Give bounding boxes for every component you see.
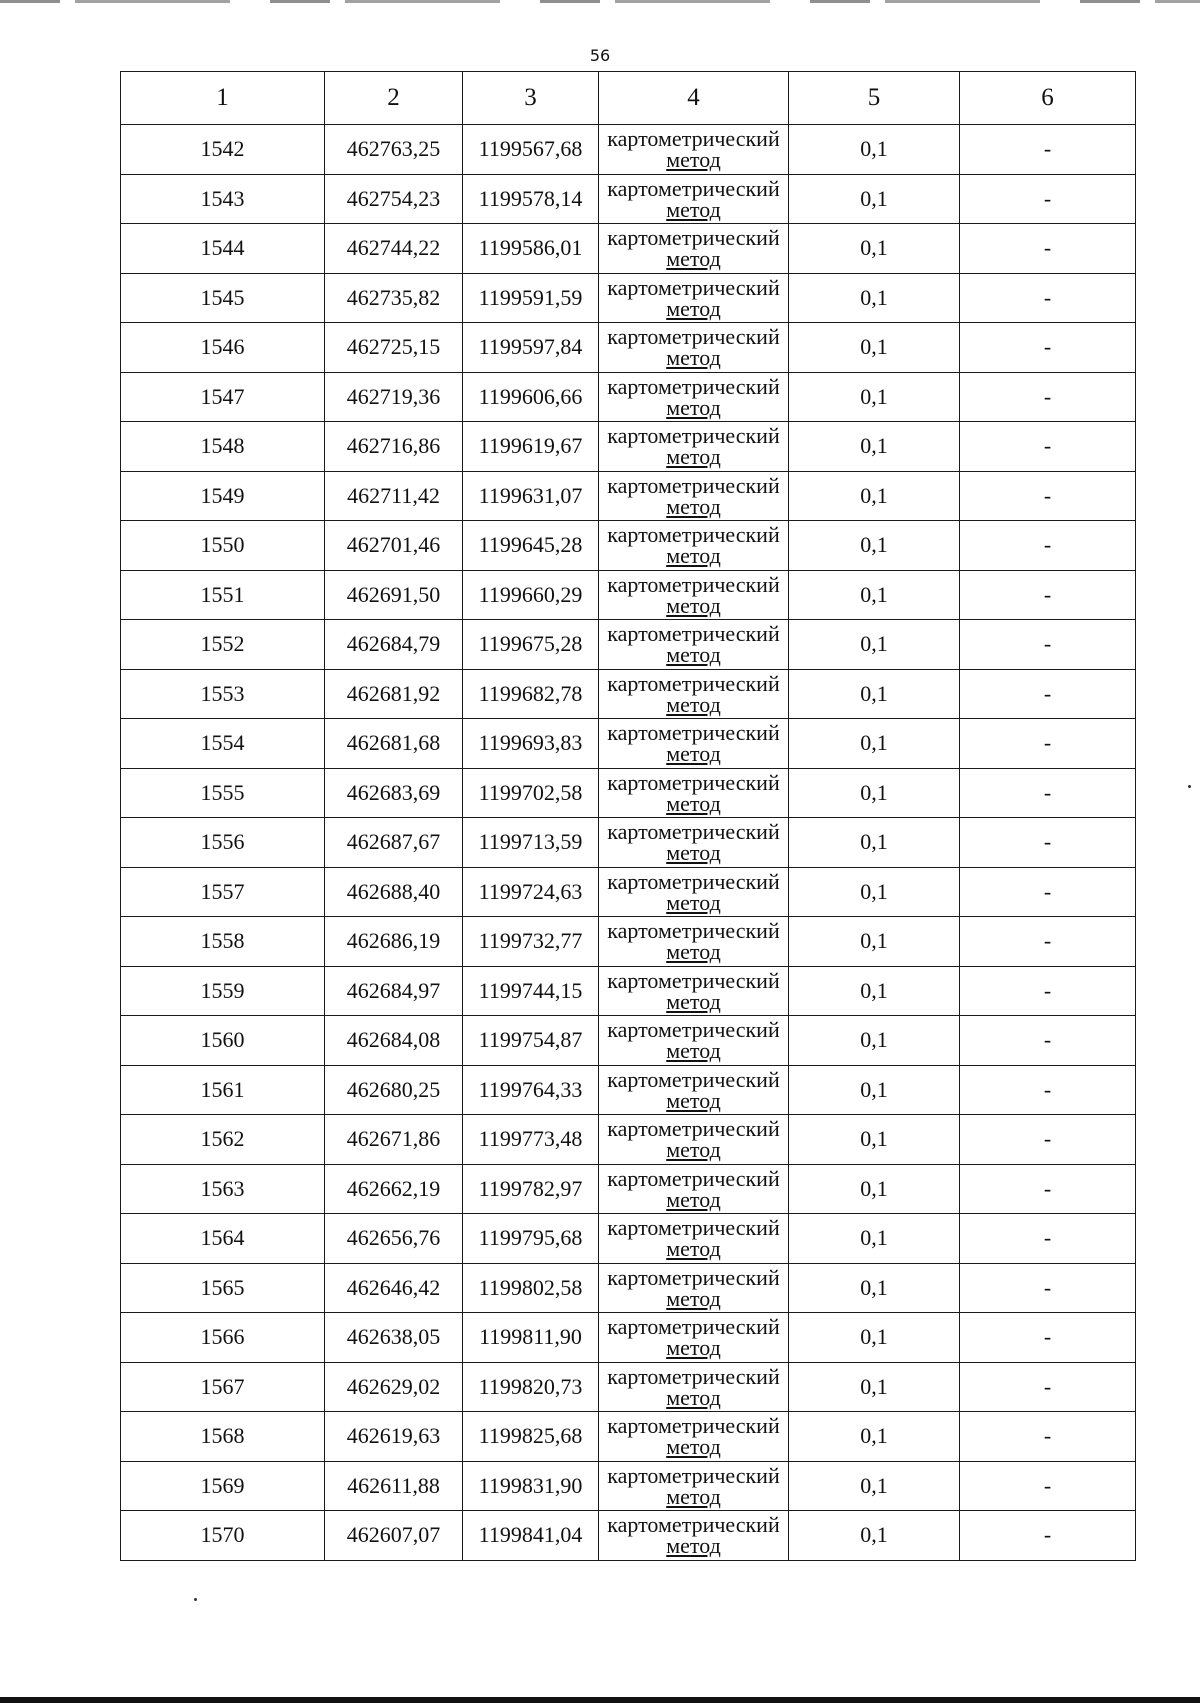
cell-accuracy: 0,1: [789, 1362, 960, 1412]
cell-note: -: [960, 1412, 1136, 1462]
cell-coordinate-x: 462744,22: [325, 224, 463, 274]
cell-method: [599, 917, 789, 967]
method-line-2: метод: [666, 889, 721, 915]
cell-point-number: 1547: [121, 372, 325, 422]
cell-coordinate-x: 462719,36: [325, 372, 463, 422]
cell-method: [599, 1214, 789, 1264]
cell-coordinate-x: 462681,68: [325, 719, 463, 769]
cell-coordinate-x: 462680,25: [325, 1065, 463, 1115]
cell-accuracy: 0,1: [789, 471, 960, 521]
method-line-1: картометрический: [607, 1462, 780, 1488]
table-row: [121, 1115, 1136, 1165]
table-row: [121, 1214, 1136, 1264]
cell-accuracy: 0,1: [789, 1115, 960, 1165]
cell-note: -: [960, 1263, 1136, 1313]
cell-coordinate-y: 1199591,59: [463, 273, 599, 323]
cell-point-number: 1565: [121, 1263, 325, 1313]
cell-coordinate-y: 1199744,15: [463, 966, 599, 1016]
method-line-2: метод: [666, 741, 721, 767]
cell-coordinate-y: 1199567,68: [463, 125, 599, 175]
cell-point-number: 1560: [121, 1016, 325, 1066]
cell-accuracy: 0,1: [789, 521, 960, 571]
cell-coordinate-y: 1199802,58: [463, 1263, 599, 1313]
cell-method: [599, 1164, 789, 1214]
method-line-2: метод: [666, 444, 721, 470]
cell-note: -: [960, 422, 1136, 472]
cell-coordinate-y: 1199754,87: [463, 1016, 599, 1066]
method-line-2: метод: [666, 691, 721, 717]
header-col-1: 1: [121, 72, 325, 125]
cell-coordinate-x: 462683,69: [325, 768, 463, 818]
table-row: [121, 422, 1136, 472]
cell-note: -: [960, 818, 1136, 868]
cell-note: -: [960, 570, 1136, 620]
cell-note: -: [960, 669, 1136, 719]
cell-note: -: [960, 1115, 1136, 1165]
cell-accuracy: 0,1: [789, 125, 960, 175]
header-col-6: 6: [960, 72, 1136, 125]
method-line-2: метод: [666, 1038, 721, 1064]
method-line-2: метод: [666, 1335, 721, 1361]
cell-accuracy: 0,1: [789, 1214, 960, 1264]
cell-coordinate-y: 1199631,07: [463, 471, 599, 521]
cell-accuracy: 0,1: [789, 1263, 960, 1313]
cell-coordinate-x: 462687,67: [325, 818, 463, 868]
cell-coordinate-y: 1199645,28: [463, 521, 599, 571]
cell-accuracy: 0,1: [789, 1461, 960, 1511]
cell-method: [599, 174, 789, 224]
method-line-2: метод: [666, 939, 721, 965]
method-line-2: метод: [666, 1384, 721, 1410]
method-line-1: картометрический: [607, 1017, 780, 1043]
table-row: [121, 174, 1136, 224]
cell-coordinate-y: 1199578,14: [463, 174, 599, 224]
header-col-4: 4: [599, 72, 789, 125]
cell-coordinate-y: 1199693,83: [463, 719, 599, 769]
method-line-1: картометрический: [607, 1363, 780, 1389]
method-line-1: картометрический: [607, 670, 780, 696]
cell-accuracy: 0,1: [789, 669, 960, 719]
cell-method: [599, 570, 789, 620]
cell-coordinate-y: 1199619,67: [463, 422, 599, 472]
cell-note: -: [960, 125, 1136, 175]
cell-coordinate-x: 462725,15: [325, 323, 463, 373]
cell-note: -: [960, 471, 1136, 521]
method-line-2: метод: [666, 196, 721, 222]
cell-accuracy: 0,1: [789, 966, 960, 1016]
cell-note: -: [960, 174, 1136, 224]
method-line-2: метод: [666, 1186, 721, 1212]
method-line-1: картометрический: [607, 472, 780, 498]
cell-accuracy: 0,1: [789, 1016, 960, 1066]
table-row: [121, 1065, 1136, 1115]
table-row: [121, 1164, 1136, 1214]
scan-speck: [1188, 785, 1191, 788]
scan-edge-bottom: [0, 1697, 1200, 1703]
cell-method: [599, 1065, 789, 1115]
method-line-2: метод: [666, 642, 721, 668]
method-line-1: картометрический: [607, 967, 780, 993]
cell-note: -: [960, 867, 1136, 917]
cell-accuracy: 0,1: [789, 422, 960, 472]
cell-coordinate-y: 1199586,01: [463, 224, 599, 274]
cell-method: [599, 125, 789, 175]
cell-note: -: [960, 1016, 1136, 1066]
coordinates-table: [120, 71, 1136, 1561]
table-row: [121, 125, 1136, 175]
cell-coordinate-y: 1199831,90: [463, 1461, 599, 1511]
method-line-2: метод: [666, 295, 721, 321]
table-row: [121, 1263, 1136, 1313]
cell-point-number: 1552: [121, 620, 325, 670]
table-row: [121, 669, 1136, 719]
header-row: [121, 72, 1136, 125]
method-line-1: картометрический: [607, 1066, 780, 1092]
method-line-2: метод: [666, 543, 721, 569]
cell-point-number: 1555: [121, 768, 325, 818]
method-line-2: метод: [666, 147, 721, 173]
cell-coordinate-y: 1199675,28: [463, 620, 599, 670]
table-row: [121, 1511, 1136, 1561]
cell-method: [599, 1461, 789, 1511]
cell-accuracy: 0,1: [789, 719, 960, 769]
cell-accuracy: 0,1: [789, 323, 960, 373]
cell-accuracy: 0,1: [789, 1412, 960, 1462]
method-line-1: картометрический: [607, 868, 780, 894]
method-line-1: картометрический: [607, 225, 780, 251]
method-line-1: картометрический: [607, 1512, 780, 1538]
cell-point-number: 1559: [121, 966, 325, 1016]
cell-coordinate-y: 1199841,04: [463, 1511, 599, 1561]
cell-coordinate-y: 1199597,84: [463, 323, 599, 373]
cell-method: [599, 1511, 789, 1561]
cell-coordinate-y: 1199773,48: [463, 1115, 599, 1165]
cell-point-number: 1562: [121, 1115, 325, 1165]
table-row: [121, 224, 1136, 274]
cell-point-number: 1558: [121, 917, 325, 967]
cell-coordinate-x: 462662,19: [325, 1164, 463, 1214]
cell-method: [599, 422, 789, 472]
cell-method: [599, 1412, 789, 1462]
cell-coordinate-y: 1199795,68: [463, 1214, 599, 1264]
cell-accuracy: 0,1: [789, 372, 960, 422]
cell-point-number: 1570: [121, 1511, 325, 1561]
header-col-5: 5: [789, 72, 960, 125]
method-line-1: картометрический: [607, 373, 780, 399]
method-line-1: картометрический: [607, 522, 780, 548]
method-line-2: метод: [666, 1434, 721, 1460]
method-line-2: метод: [666, 493, 721, 519]
table-row: [121, 1016, 1136, 1066]
cell-coordinate-x: 462656,76: [325, 1214, 463, 1264]
cell-coordinate-y: 1199713,59: [463, 818, 599, 868]
method-line-2: метод: [666, 246, 721, 272]
scan-speck: [194, 1598, 197, 1601]
cell-accuracy: 0,1: [789, 224, 960, 274]
cell-coordinate-x: 462701,46: [325, 521, 463, 571]
method-line-1: картометрический: [607, 621, 780, 647]
table-row: [121, 372, 1136, 422]
method-line-1: картометрический: [607, 1314, 780, 1340]
cell-coordinate-x: 462688,40: [325, 867, 463, 917]
cell-point-number: 1546: [121, 323, 325, 373]
method-line-2: метод: [666, 840, 721, 866]
method-line-2: метод: [666, 592, 721, 618]
cell-note: -: [960, 273, 1136, 323]
page-number: 56: [589, 46, 611, 65]
method-line-1: картометрический: [607, 1116, 780, 1142]
table-row: [121, 1313, 1136, 1363]
cell-point-number: 1563: [121, 1164, 325, 1214]
cell-note: -: [960, 1065, 1136, 1115]
method-line-2: метод: [666, 1483, 721, 1509]
cell-accuracy: 0,1: [789, 1065, 960, 1115]
cell-accuracy: 0,1: [789, 174, 960, 224]
cell-coordinate-x: 462691,50: [325, 570, 463, 620]
method-line-2: метод: [666, 1137, 721, 1163]
cell-note: -: [960, 521, 1136, 571]
cell-coordinate-y: 1199702,58: [463, 768, 599, 818]
cell-coordinate-x: 462686,19: [325, 917, 463, 967]
method-line-2: метод: [666, 1087, 721, 1113]
table-row: [121, 273, 1136, 323]
table-row: [121, 620, 1136, 670]
cell-method: [599, 1016, 789, 1066]
cell-method: [599, 521, 789, 571]
cell-coordinate-y: 1199782,97: [463, 1164, 599, 1214]
cell-coordinate-x: 462754,23: [325, 174, 463, 224]
table-row: [121, 818, 1136, 868]
table-row: [121, 867, 1136, 917]
cell-coordinate-y: 1199660,29: [463, 570, 599, 620]
method-line-2: метод: [666, 1285, 721, 1311]
cell-point-number: 1544: [121, 224, 325, 274]
cell-accuracy: 0,1: [789, 818, 960, 868]
method-line-1: картометрический: [607, 324, 780, 350]
table-row: [121, 719, 1136, 769]
cell-method: [599, 471, 789, 521]
method-line-1: картометрический: [607, 175, 780, 201]
cell-accuracy: 0,1: [789, 917, 960, 967]
method-line-2: метод: [666, 1236, 721, 1262]
cell-note: -: [960, 1461, 1136, 1511]
table-header: [121, 72, 1136, 125]
cell-note: -: [960, 1313, 1136, 1363]
cell-coordinate-x: 462763,25: [325, 125, 463, 175]
cell-coordinate-y: 1199732,77: [463, 917, 599, 967]
cell-note: -: [960, 917, 1136, 967]
method-line-1: картометрический: [607, 126, 780, 152]
cell-method: [599, 323, 789, 373]
header-col-3: 3: [463, 72, 599, 125]
cell-note: -: [960, 719, 1136, 769]
cell-point-number: 1556: [121, 818, 325, 868]
cell-coordinate-x: 462684,79: [325, 620, 463, 670]
cell-method: [599, 867, 789, 917]
cell-point-number: 1542: [121, 125, 325, 175]
cell-method: [599, 1115, 789, 1165]
cell-note: -: [960, 224, 1136, 274]
method-line-2: метод: [666, 790, 721, 816]
table-row: [121, 471, 1136, 521]
cell-method: [599, 719, 789, 769]
table-row: [121, 917, 1136, 967]
cell-method: [599, 620, 789, 670]
method-line-1: картометрический: [607, 918, 780, 944]
table-row: [121, 1362, 1136, 1412]
cell-note: -: [960, 1362, 1136, 1412]
method-line-1: картометрический: [607, 274, 780, 300]
cell-coordinate-y: 1199764,33: [463, 1065, 599, 1115]
cell-coordinate-x: 462638,05: [325, 1313, 463, 1363]
cell-coordinate-y: 1199820,73: [463, 1362, 599, 1412]
cell-point-number: 1553: [121, 669, 325, 719]
cell-method: [599, 372, 789, 422]
cell-note: -: [960, 620, 1136, 670]
cell-coordinate-y: 1199724,63: [463, 867, 599, 917]
header-col-2: 2: [325, 72, 463, 125]
cell-coordinate-x: 462646,42: [325, 1263, 463, 1313]
table-row: [121, 1412, 1136, 1462]
cell-coordinate-x: 462619,63: [325, 1412, 463, 1462]
cell-point-number: 1550: [121, 521, 325, 571]
cell-method: [599, 669, 789, 719]
cell-method: [599, 768, 789, 818]
cell-note: -: [960, 1511, 1136, 1561]
method-line-1: картометрический: [607, 769, 780, 795]
method-line-1: картометрический: [607, 1413, 780, 1439]
method-line-2: метод: [666, 394, 721, 420]
cell-coordinate-y: 1199825,68: [463, 1412, 599, 1462]
cell-point-number: 1545: [121, 273, 325, 323]
method-line-2: метод: [666, 1533, 721, 1559]
cell-note: -: [960, 372, 1136, 422]
cell-note: -: [960, 768, 1136, 818]
method-line-1: картометрический: [607, 1264, 780, 1290]
cell-method: [599, 1263, 789, 1313]
cell-point-number: 1561: [121, 1065, 325, 1115]
cell-point-number: 1548: [121, 422, 325, 472]
cell-point-number: 1569: [121, 1461, 325, 1511]
cell-coordinate-y: 1199811,90: [463, 1313, 599, 1363]
cell-coordinate-x: 462629,02: [325, 1362, 463, 1412]
cell-accuracy: 0,1: [789, 1313, 960, 1363]
method-line-1: картометрический: [607, 571, 780, 597]
cell-accuracy: 0,1: [789, 570, 960, 620]
table-row: [121, 768, 1136, 818]
cell-method: [599, 966, 789, 1016]
table-row: [121, 323, 1136, 373]
cell-coordinate-x: 462684,08: [325, 1016, 463, 1066]
cell-point-number: 1549: [121, 471, 325, 521]
cell-method: [599, 818, 789, 868]
cell-point-number: 1567: [121, 1362, 325, 1412]
method-line-1: картометрический: [607, 423, 780, 449]
method-line-2: метод: [666, 988, 721, 1014]
cell-point-number: 1543: [121, 174, 325, 224]
cell-point-number: 1554: [121, 719, 325, 769]
cell-point-number: 1557: [121, 867, 325, 917]
cell-method: [599, 224, 789, 274]
cell-point-number: 1566: [121, 1313, 325, 1363]
method-line-1: картометрический: [607, 819, 780, 845]
cell-coordinate-x: 462711,42: [325, 471, 463, 521]
cell-accuracy: 0,1: [789, 273, 960, 323]
cell-coordinate-y: 1199606,66: [463, 372, 599, 422]
table-row: [121, 521, 1136, 571]
method-line-1: картометрический: [607, 720, 780, 746]
cell-point-number: 1564: [121, 1214, 325, 1264]
cell-note: -: [960, 966, 1136, 1016]
table-row: [121, 966, 1136, 1016]
cell-point-number: 1568: [121, 1412, 325, 1462]
cell-method: [599, 1313, 789, 1363]
cell-note: -: [960, 1214, 1136, 1264]
cell-note: -: [960, 323, 1136, 373]
cell-coordinate-x: 462684,97: [325, 966, 463, 1016]
cell-accuracy: 0,1: [789, 768, 960, 818]
cell-method: [599, 273, 789, 323]
cell-coordinate-x: 462716,86: [325, 422, 463, 472]
method-line-1: картометрический: [607, 1165, 780, 1191]
cell-coordinate-y: 1199682,78: [463, 669, 599, 719]
cell-note: -: [960, 1164, 1136, 1214]
cell-coordinate-x: 462607,07: [325, 1511, 463, 1561]
cell-accuracy: 0,1: [789, 867, 960, 917]
scan-edge-top: [0, 0, 1200, 3]
cell-coordinate-x: 462611,88: [325, 1461, 463, 1511]
cell-accuracy: 0,1: [789, 1511, 960, 1561]
method-line-2: метод: [666, 345, 721, 371]
table-row: [121, 1461, 1136, 1511]
cell-coordinate-x: 462681,92: [325, 669, 463, 719]
cell-method: [599, 1362, 789, 1412]
table-row: [121, 570, 1136, 620]
cell-accuracy: 0,1: [789, 620, 960, 670]
cell-coordinate-x: 462735,82: [325, 273, 463, 323]
cell-accuracy: 0,1: [789, 1164, 960, 1214]
method-line-1: картометрический: [607, 1215, 780, 1241]
cell-point-number: 1551: [121, 570, 325, 620]
table-body: [121, 125, 1136, 1561]
cell-coordinate-x: 462671,86: [325, 1115, 463, 1165]
